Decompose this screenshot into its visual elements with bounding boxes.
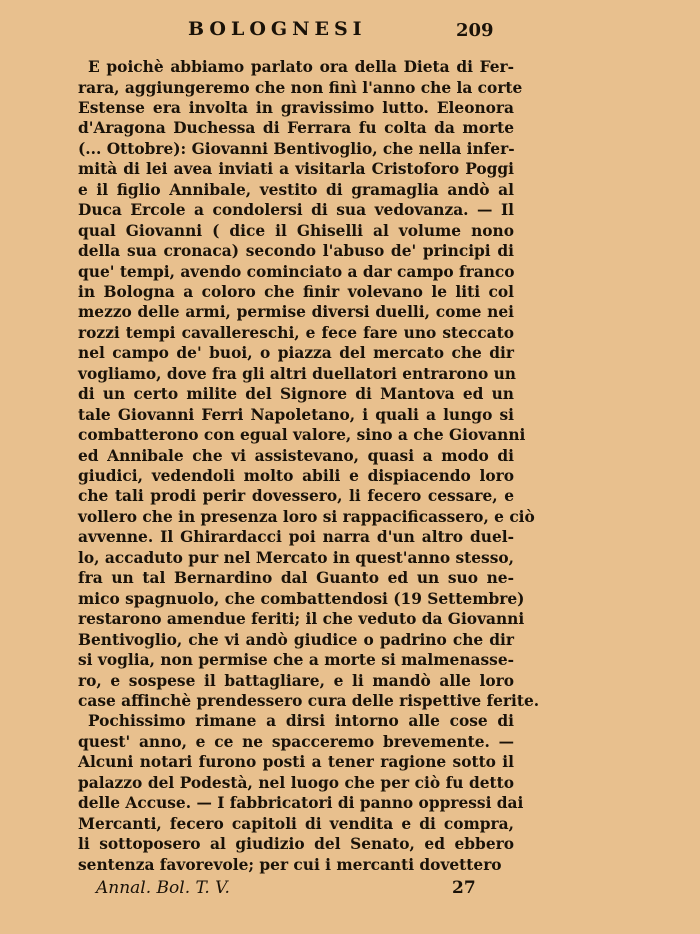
text-line: (... Ottobre): Giovanni Bentivoglio, che nella infer- <box>78 139 515 158</box>
text-line: combatterono con egual valore, sino a che Giovanni <box>78 426 526 445</box>
text-line: sentenza favorevole; per cui i mercanti dovettero <box>78 855 502 874</box>
text-line: case affinchè prendessero cura delle rispettive ferite. <box>78 691 540 710</box>
text-line: que' tempi, avendo cominciato a dar campo franco <box>78 262 515 281</box>
text-line: quest' anno, e ce ne spacceremo brevemente. — <box>78 732 514 751</box>
text-line: rara, aggiungeremo che non finì l'anno che la corte <box>78 78 523 97</box>
running-head: BOLOGNESI <box>188 18 367 40</box>
page-header <box>0 14 700 44</box>
signature-number: 27 <box>452 878 476 898</box>
text-line: si voglia, non permise che a morte si malmenasse- <box>78 651 514 669</box>
text-line: avvenne. Il Ghirardacci poi narra d'un altro duel- <box>78 528 514 547</box>
text-line: della sua cronaca) secondo l'abuso de' principi di <box>78 242 514 260</box>
text-line: rozzi tempi cavallereschi, e fece fare uno steccato <box>78 323 514 342</box>
text-line: ed Annibale che vi assistevano, quasi a modo di <box>78 446 514 465</box>
text-line: e il figlio Annibale, vestito di gramaglia andò al <box>78 180 514 199</box>
text-line: in Bologna a coloro che finir volevano le liti col <box>78 282 514 301</box>
text-line: vollero che in presenza loro si rappacificassero, e ciò <box>78 507 535 526</box>
text-line: mità di lei avea inviati a visitarla Cristoforo Poggi <box>78 160 514 179</box>
text-line: Alcuni notari furono posti a tener ragione sotto il <box>78 753 514 772</box>
text-line: li sottoposero al giudizio del Senato, ed ebbero <box>78 835 514 854</box>
printer-signature: Annal. Bol. T. V. <box>96 878 230 898</box>
text-line: mico spagnuolo, che combattendosi (19 Settembre) <box>78 589 525 608</box>
text-line: Duca Ercole a condolersi di sua vedovanza. — Il <box>78 201 514 220</box>
text-line: palazzo del Podestà, nel luogo che per ciò fu detto <box>78 773 514 792</box>
text-line: d'Aragona Duchessa di Ferrara fu colta da morte <box>78 119 514 138</box>
text-line: qual Giovanni ( dice il Ghiselli al volume nono <box>78 221 514 240</box>
text-line: mezzo delle armi, permise diversi duelli, come nei <box>78 303 514 322</box>
text-line: nel campo de' buoi, o piazza del mercato che dir <box>78 344 514 363</box>
text-line: vogliamo, dove fra gli altri duellatori entrarono un <box>78 364 516 383</box>
text-line: tale Giovanni Ferri Napoletano, i quali a lungo si <box>78 405 514 424</box>
text-line: lo, accaduto pur nel Mercato in quest'anno stesso, <box>78 548 514 567</box>
text-line: di un certo milite del Signore di Mantova ed un <box>78 385 514 404</box>
text-line: Estense era involta in gravissimo lutto. Eleonora <box>78 98 514 117</box>
text-line: ro, e sospese il battagliare, e li mandò alle loro <box>78 671 514 690</box>
page-number: 209 <box>456 20 494 41</box>
text-line: Pochissimo rimane a dirsi intorno alle cose di <box>88 712 514 731</box>
text-line: Bentivoglio, che vi andò giudice o padrino che dir <box>78 630 514 649</box>
text-line: che tali prodi perir dovessero, li fecero cessare, e <box>78 487 514 506</box>
text-line: E poichè abbiamo parlato ora della Dieta di Fer- <box>88 58 514 76</box>
text-line: giudici, vedendoli molto abili e dispiacendo loro <box>78 467 514 485</box>
page-footer <box>0 878 700 902</box>
text-line: fra un tal Bernardino dal Guanto ed un suo ne- <box>78 569 514 588</box>
text-line: delle Accuse. — I fabbricatori di panno oppressi dai <box>78 794 524 813</box>
text-line: Mercanti, fecero capitoli di vendita e di compra, <box>78 814 514 833</box>
text-line: restarono amendue feriti; il che veduto da Giovanni <box>78 610 525 629</box>
